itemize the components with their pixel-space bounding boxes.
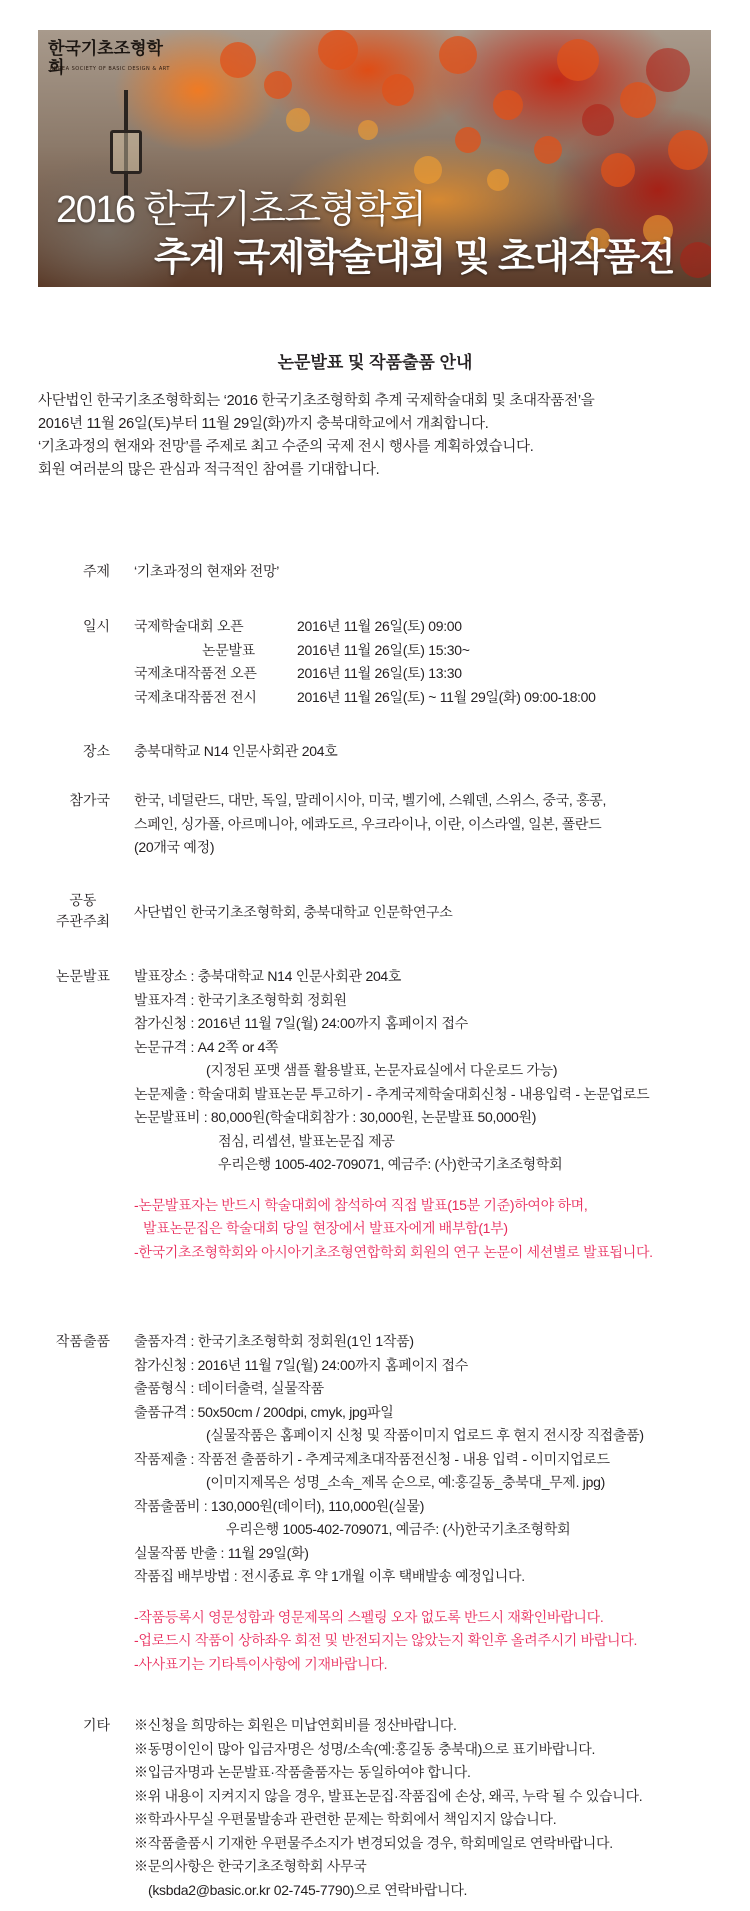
- schedule-item-date: 2016년 11월 26일(토) ~ 11월 29일(화) 09:00-18:00: [297, 688, 596, 705]
- schedule-item: [134, 686, 734, 710]
- artwork-details: [134, 1330, 734, 1676]
- intro-line: 회원 여러분의 많은 관심과 적극적인 참여를 기대합니다.: [38, 462, 380, 478]
- venue-value: 충북대학교 N14 인문사회관 204호: [134, 743, 338, 759]
- event-banner: [38, 30, 711, 287]
- paper-line: 우리은행 1005-402-709071, 예금주: (사)한국기초조형학회: [218, 1156, 563, 1172]
- intro-line: ‘기초과정의 현재와 전망’를 주제로 최고 수준의 국제 전시 행사를 계획하였습니다.: [38, 439, 534, 455]
- banner-title-line2: 추계 국제학술대회 및 초대작품전: [154, 237, 675, 279]
- artwork-line: 작품집 배부방법 : 전시종료 후 약 1개월 이후 택배발송 예정입니다.: [134, 1568, 525, 1584]
- etc-line: ※신청을 희망하는 회원은 미납연회비를 정산바랍니다.: [134, 1717, 457, 1733]
- paper-note: -논문발표자는 반드시 학술대회에 참석하여 직접 발표(15분 기준)하여야 하며,: [134, 1196, 588, 1213]
- schedule-item-name: 국제학술대회 오픈: [134, 618, 244, 634]
- schedule-label: 일시: [82, 618, 110, 634]
- paper-line: 논문규격 : A4 2쪽 or 4쪽: [134, 1038, 279, 1055]
- logo-subtext: KOREA SOCIETY OF BASIC DESIGN & ART: [50, 66, 170, 72]
- hosts-label-line: 공동: [69, 892, 97, 908]
- countries-line: 스페인, 싱가폴, 아르메니아, 에콰도르, 우크라이나, 이란, 이스라엘, 일본, 폴란드: [134, 815, 602, 832]
- paper-note: -한국기초조형학회와 아시아기초조형연합학회 회원의 연구 논문이 세션별로 발표됩니다.: [134, 1243, 653, 1260]
- society-logo: [48, 40, 168, 86]
- schedule-item-name: 국제초대작품전 전시: [134, 688, 257, 705]
- artwork-line: 출품자격 : 한국기초조형학회 정회원(1인 1작품): [134, 1333, 414, 1349]
- hosts-label: [56, 890, 110, 932]
- artwork-line: 출품규격 : 50x50cm / 200dpi, cmyk, jpg파일: [134, 1403, 394, 1420]
- hosts-label-line: 주관주최: [55, 913, 110, 929]
- etc-line: ※동명이인이 많아 입금자명은 성명/소속(예:홍길동 충북대)으로 표기바랍니다.: [134, 1740, 596, 1757]
- lantern-icon: [110, 130, 142, 174]
- etc-line: ※입금자명과 논문발표·작품출품자는 동일하여야 합니다.: [134, 1764, 471, 1780]
- paper-line: 발표장소 : 충북대학교 N14 인문사회관 204호: [134, 968, 402, 984]
- schedule-item-date: 2016년 11월 26일(토) 13:30: [297, 665, 462, 681]
- schedule-item-name: 국제초대작품전 오픈: [134, 665, 257, 681]
- schedule-item: [134, 615, 734, 639]
- intro-paragraph: [38, 390, 718, 482]
- etc-line: ※작품출품시 기재한 우편물주소지가 변경되었을 경우, 학회메일로 연락바랍니다.: [134, 1834, 613, 1851]
- paper-line: (지정된 포맷 샘플 활용발표, 논문자료실에서 다운로드 가능): [206, 1062, 558, 1078]
- schedule-list: [134, 615, 734, 709]
- countries-list: [134, 789, 734, 860]
- etc-line: ※위 내용이 지켜지지 않을 경우, 발표논문집·작품집에 손상, 왜곡, 누락 될 수 있습니다.: [134, 1787, 643, 1804]
- paper-line: 논문발표비 : 80,000원(학술대회참가 : 30,000원, 논문발표 50,000원): [134, 1109, 537, 1125]
- schedule-item: [134, 639, 734, 663]
- logo-text: 한국기초조형학회: [48, 39, 163, 78]
- countries-line: (20개국 예정): [134, 839, 215, 855]
- artwork-line: 참가신청 : 2016년 11월 7일(월) 24:00까지 홈페이지 접수: [134, 1356, 468, 1373]
- artwork-line: 우리은행 1005-402-709071, 예금주: (사)한국기초조형학회: [226, 1521, 571, 1537]
- paper-line: 발표자격 : 한국기초조형학회 정회원: [134, 991, 347, 1008]
- artwork-line: 작품제출 : 작품전 출품하기 - 추계국제초대작품전신청 - 내용 입력 - 이미지업로드: [134, 1450, 610, 1467]
- artwork-note: -작품등록시 영문성함과 영문제목의 스펠링 오자 없도록 반드시 재확인바랍니다.: [134, 1608, 604, 1625]
- theme-label: 주제: [82, 563, 110, 579]
- artwork-line: 실물작품 반출 : 11월 29일(화): [134, 1544, 309, 1561]
- paper-note: 발표논문집은 학술대회 당일 현장에서 발표자에게 배부함(1부): [143, 1220, 508, 1236]
- paper-label: 논문발표: [55, 968, 110, 984]
- schedule-item: [134, 662, 734, 686]
- paper-details: [134, 965, 734, 1264]
- page-heading: 논문발표 및 작품출품 안내: [277, 353, 473, 372]
- artwork-note: -사사표기는 기타특이사항에 기재바랍니다.: [134, 1655, 388, 1672]
- etc-line: ※학과사무실 우편물발송과 관련한 문제는 학회에서 책임지지 않습니다.: [134, 1811, 557, 1827]
- schedule-item-name: 논문발표: [202, 641, 255, 658]
- artwork-line: (실물작품은 홈페이지 신청 및 작품이미지 업로드 후 현지 전시장 직접출품): [206, 1427, 644, 1443]
- artwork-line: (이미지제목은 성명_소속_제목 순으로, 예:홍길동_충북대_무제. jpg): [206, 1474, 605, 1490]
- intro-line: 사단법인 한국기초조형학회는 ‘2016 한국기초조형학회 추계 국제학술대회 및 초대작품전’을: [38, 393, 595, 409]
- etc-details: [134, 1714, 734, 1902]
- artwork-label: 작품출품: [55, 1333, 110, 1349]
- countries-label: 참가국: [69, 792, 110, 808]
- theme-value: ‘기초과정의 현재와 전망’: [134, 563, 280, 579]
- schedule-item-date: 2016년 11월 26일(토) 15:30~: [297, 641, 470, 658]
- paper-line: 점심, 리셉션, 발표논문집 제공: [218, 1132, 395, 1149]
- etc-label: 기타: [82, 1717, 110, 1733]
- schedule-item-date: 2016년 11월 26일(토) 09:00: [297, 618, 462, 634]
- paper-line: 참가신청 : 2016년 11월 7일(월) 24:00까지 홈페이지 접수: [134, 1015, 468, 1031]
- artwork-note: -업로드시 작품이 상하좌우 회전 및 반전되지는 않았는지 확인후 올려주시기 바랍니다.: [134, 1632, 638, 1648]
- hosts-value: 사단법인 한국기초조형학회, 충북대학교 인문학연구소: [134, 904, 453, 920]
- venue-label: 장소: [82, 743, 110, 759]
- banner-title-line1: 2016 한국기초조형학회: [56, 189, 426, 231]
- etc-line: ※문의사항은 한국기초조형학회 사무국: [134, 1858, 367, 1874]
- artwork-line: 출품형식 : 데이터출력, 실물작품: [134, 1380, 324, 1396]
- artwork-line: 작품출품비 : 130,000원(데이터), 110,000원(실물): [134, 1497, 425, 1514]
- intro-line: 2016년 11월 26일(토)부터 11월 29일(화)까지 충북대학교에서 개최합니다.: [38, 416, 489, 432]
- etc-line: (ksbda2@basic.or.kr 02-745-7790)으로 연락바랍니다.: [148, 1881, 468, 1898]
- countries-line: 한국, 네덜란드, 대만, 독일, 말레이시아, 미국, 벨기에, 스웨덴, 스위스, 중국, 홍콩,: [134, 792, 607, 808]
- paper-line: 논문제출 : 학술대회 발표논문 투고하기 - 추계국제학술대회신청 - 내용입력 - 논문업로드: [134, 1085, 650, 1102]
